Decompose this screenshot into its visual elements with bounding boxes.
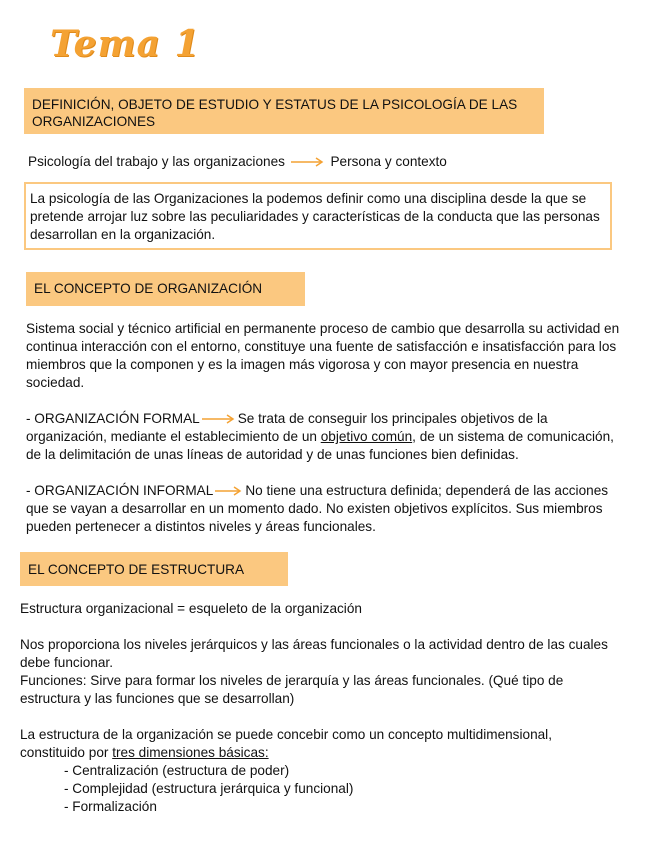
section-heading-definition: DEFINICIÓN, OBJETO DE ESTUDIO Y ESTATUS DE LA PSICOLOGÍA DE LAS ORGANIZACIONES [24,88,544,134]
psychology-label: Psicología del trabajo y las organizaciones [28,154,285,169]
structure-levels: Nos proporciona los niveles jerárquicos y las áreas funcionales o la actividad dentro de las cuales debe funcionar. [20,637,608,670]
dimension-item: - Formalización [64,799,157,814]
arrow-icon [291,157,325,167]
structure-functions: Funciones: Sirve para formar los niveles de jerarquía y las áreas funcionales. (Qué tipo de estructura y las funciones que se desarrollan) [20,673,564,706]
definition-box [24,182,612,250]
common-objective: objetivo común [320,429,413,444]
organization-definition: Sistema social y técnico artificial en permanente proceso de cambio que desarrolla su actividad en continua interacción con el entorno, constituye una fuente de satisfacción e insatisfacción para los miembros que la componen y es la imagen más vigorosa y con mayor presencia en nuestra sociedad. [26,321,620,390]
structure-equation: Estructura organizacional = esqueleto de la organización [20,601,362,616]
formal-text: Se trata de conseguir los principales objetivos de la organización, mediante el establecimiento de un [26,411,548,444]
dimension-item: - Complejidad (estructura jerárquica y funcional) [64,781,354,796]
definition-text: La psicología de las Organizaciones la podemos definir como una disciplina desde la que se pretende arrojar luz sobre las peculiaridades y características de la conducta que las personas desarrollan en la organización. [30,191,600,242]
three-dimensions: tres dimensiones básicas: [112,745,269,760]
formal-text-end: , de un sistema de comunicación, de la delimitación de unas líneas de autoridad y de unas funciones bien definidas. [26,429,614,462]
arrow-icon [215,486,243,496]
informal-organization [26,482,630,536]
section-heading-structure: EL CONCEPTO DE ESTRUCTURA [20,552,288,586]
informal-text: No tiene una estructura definida; dependerá de las acciones que se vayan a desarrollar en un momento dado. No existen objetivos explícitos. Sus miembros pueden pertenecer a distintos niveles y áreas funcionales. [26,483,609,534]
formal-label: - ORGANIZACIÓN FORMAL [26,411,200,426]
context-label: Persona y contexto [330,154,447,169]
formal-organization [26,410,630,464]
concept-text: La estructura de la organización se puede concebir como un concepto multidimensional, constituido por [20,727,552,760]
informal-label: - ORGANIZACIÓN INFORMAL [26,483,214,498]
structure-concept [20,726,580,762]
dimensions-list [20,762,624,816]
page-title: Tema 1 [50,23,201,65]
arrow-icon [202,414,236,424]
dimension-item: - Centralización (estructura de poder) [64,763,290,778]
psychology-context-line [28,153,447,171]
section-heading-organization: EL CONCEPTO DE ORGANIZACIÓN [26,272,305,306]
